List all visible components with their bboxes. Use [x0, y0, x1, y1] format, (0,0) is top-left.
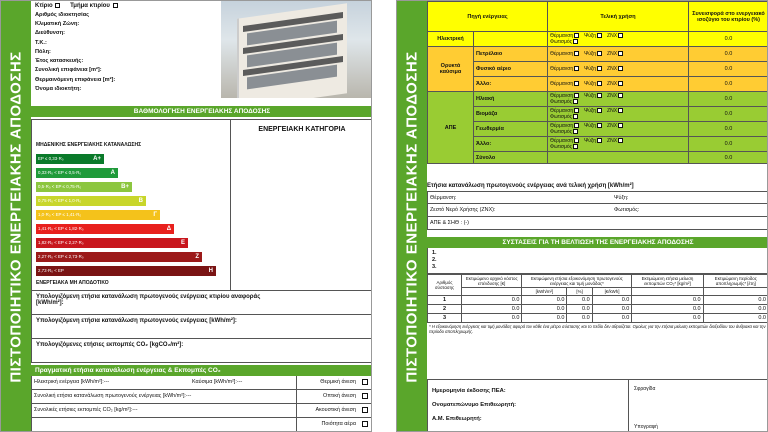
contribution-value: 0.0 — [689, 137, 768, 152]
rec-value: 0.0 — [632, 296, 703, 305]
actual-label: Συνολική ετήσια κατανάλωση πρωτογενούς ενέργειας [kWh/m²]:--- — [34, 393, 192, 399]
signature-section — [427, 379, 768, 432]
scale-bar — [36, 224, 174, 234]
use-cell — [548, 122, 689, 137]
cooling-checkbox[interactable] — [597, 108, 602, 113]
scale-range: 1,0·R₀ < EP ≤ 1,41·R₀ — [38, 212, 82, 217]
rec-value: 0.0 — [462, 296, 522, 305]
rating-bar: ΒΑΘΜΟΛΟΓΗΣΗ ΕΝΕΡΓΕΙΑΚΗΣ ΑΠΟΔΟΣΗΣ — [31, 106, 372, 117]
rec-sub-blank — [632, 288, 703, 296]
calc-label: Υπολογιζόμενη ετήσια κατανάλωση πρωτογενούς ενέργειας [kWh/m²]: — [36, 318, 237, 324]
source-sub: Άλλο: — [474, 137, 548, 152]
sign-row: Ημερομηνία έκδοσης ΠΕΑ: — [432, 388, 506, 394]
rec-value: 0.0 — [522, 305, 567, 314]
cooling-checkbox[interactable] — [597, 81, 602, 86]
info-field[interactable]: Κλιματική Ζώνη: — [35, 21, 80, 28]
building-label: Κτίριο — [35, 3, 53, 10]
source-row — [428, 152, 768, 164]
cooling-checkbox[interactable] — [597, 33, 602, 38]
source-row — [428, 32, 768, 47]
primary-a: Θέρμανση: — [430, 195, 457, 201]
use-dhw: ΖΝΧ — [607, 51, 618, 57]
contribution-value: 0.0 — [689, 62, 768, 77]
rec-sub-blank — [462, 288, 522, 296]
building-checkbox[interactable] — [55, 3, 60, 8]
use-dhw: ΖΝΧ — [607, 66, 618, 72]
scale-bar — [36, 196, 146, 206]
use-heating: Θέρμανση — [550, 51, 574, 57]
info-field[interactable]: Τ.Κ.: — [35, 39, 47, 46]
use-cooling: Ψύξη — [584, 108, 597, 114]
sign-row: Ονοματεπώνυμο Επιθεωρητή: — [432, 402, 517, 408]
rec-value: 0.0 — [703, 305, 768, 314]
scale-range: EP ≤ 0,33·R₀ — [38, 156, 64, 161]
source-sub: Άλλο: — [474, 77, 548, 92]
info-field[interactable]: Πόλη: — [35, 48, 51, 55]
use-cooling: Ψύξη — [584, 66, 597, 72]
use-cooling: Ψύξη — [584, 33, 597, 39]
front-content — [31, 1, 371, 432]
dhw-checkbox[interactable] — [618, 108, 623, 113]
primary-title: Ετήσια κατανάλωση πρωτογενούς ενέργειας ανά τελική χρήση [kWh/m²] — [427, 183, 634, 189]
contribution-value: 0.0 — [689, 152, 768, 164]
scale-class: Ε — [180, 240, 185, 246]
actual-row — [31, 376, 372, 390]
rec-row — [428, 296, 768, 305]
rec-value: 0.0 — [632, 305, 703, 314]
recommend-item: 3. — [432, 264, 437, 270]
heating-checkbox[interactable] — [574, 123, 579, 128]
use-lighting: Φωτισμός — [550, 114, 573, 120]
dhw-checkbox[interactable] — [618, 66, 623, 71]
source-group: Ορυκτά καύσιμα — [428, 47, 474, 92]
rec-row — [428, 314, 768, 323]
scale-range: 1,41·R₀ < EP ≤ 1,82·R₀ — [38, 226, 84, 231]
scale-range: 0,75·R₀ < EP ≤ 1,0·R₀ — [38, 198, 82, 203]
calc-row — [31, 339, 372, 363]
source-row — [428, 47, 768, 62]
primary-row — [427, 217, 768, 230]
comfort-checkbox[interactable] — [362, 407, 368, 413]
primary-a: Ζεστό Νερό Χρήσης (ΖΝΧ): — [430, 207, 496, 213]
scale-bar — [36, 238, 188, 248]
use-lighting: Φωτισμός — [550, 129, 573, 135]
actual-mid: Καύσιμα [kWh/m²]:--- — [192, 379, 243, 385]
rec-value: 0.0 — [703, 296, 768, 305]
recommend-table — [427, 274, 768, 323]
sidebar-band — [1, 1, 31, 432]
primary-a: ΑΠΕ & ΣΗΘ : (-) — [430, 220, 469, 226]
scale-class: B — [138, 198, 143, 204]
recommend-item: 2. — [432, 257, 437, 263]
info-field[interactable]: Συνολική επιφάνεια [m²]: — [35, 67, 102, 74]
use-heating: Θέρμανση — [550, 66, 574, 72]
sign-row: Α.Μ. Επιθεωρητή: — [432, 416, 482, 422]
use-dhw: ΖΝΧ — [607, 138, 618, 144]
use-cell — [548, 107, 689, 122]
comfort-label: Ακουστική άνεση — [315, 407, 356, 413]
heating-checkbox[interactable] — [574, 108, 579, 113]
scale-class: Γ — [153, 212, 157, 218]
rec-value: 0.0 — [592, 314, 632, 323]
dhw-checkbox[interactable] — [618, 138, 623, 143]
lighting-checkbox[interactable] — [573, 144, 578, 149]
scale-range: 1,82·R₀ < EP ≤ 2,27·R₀ — [38, 240, 84, 245]
rec-value: 0.0 — [567, 314, 592, 323]
source-row — [428, 92, 768, 107]
scale-class: B+ — [121, 184, 129, 190]
dhw-checkbox[interactable] — [618, 93, 623, 98]
lighting-checkbox[interactable] — [573, 114, 578, 119]
source-row — [428, 122, 768, 137]
use-cooling: Ψύξη — [584, 138, 597, 144]
building-photo — [221, 1, 372, 98]
comfort-label: Ποιότητα αέρα — [321, 421, 356, 427]
contribution-value: 0.0 — [689, 92, 768, 107]
scale-class: A+ — [93, 156, 101, 162]
dhw-checkbox[interactable] — [618, 51, 623, 56]
use-heating: Θέρμανση — [550, 138, 574, 144]
info-field[interactable]: Αριθμός ιδιοκτησίας — [35, 12, 90, 19]
building-type-checks — [35, 3, 215, 9]
cooling-checkbox[interactable] — [597, 123, 602, 128]
actual-row — [31, 418, 372, 432]
contribution-value: 0.0 — [689, 77, 768, 92]
actual-consumption — [31, 365, 372, 432]
info-field[interactable]: Θερμαινόμενη επιφάνεια [m²]: — [35, 76, 116, 83]
rec-value: 0.0 — [567, 305, 592, 314]
source-group: ΑΠΕ — [428, 92, 474, 164]
use-cooling: Ψύξη — [584, 51, 597, 57]
actual-label: Συνολικές ετήσιες εκπομπές CO₂ [kg/m²]:--- — [34, 407, 138, 413]
actual-label: Ηλεκτρική ενέργεια [kWh/m²]:--- — [34, 379, 110, 385]
scale-range: 0,33·R₀ < EP ≤ 0,5·R₀ — [38, 170, 82, 175]
scale-bar — [36, 210, 160, 220]
energy-class-header: ΕΝΕΡΓΕΙΑΚΗ ΚΑΤΗΓΟΡΙΑ — [258, 126, 346, 133]
primary-row — [427, 191, 768, 204]
scale-class: Η — [208, 268, 213, 274]
lighting-checkbox[interactable] — [573, 99, 578, 104]
source-sub: Βιομάζα — [474, 107, 548, 122]
contribution-value: 0.0 — [689, 47, 768, 62]
actual-bar: Πραγματική ετήσια κατανάλωση ενέργειας & Εκπομπές CO₂ — [31, 365, 372, 376]
rec-subheader: [%] — [567, 288, 592, 296]
energy-scale-box — [31, 119, 372, 291]
rec-subheader: [€/kWh] — [592, 288, 632, 296]
actual-row — [31, 404, 372, 418]
calc-row — [31, 315, 372, 339]
source-row — [428, 137, 768, 152]
source-group: Ηλεκτρική — [428, 32, 474, 47]
source-sub: Γεωθερμία — [474, 122, 548, 137]
use-heating: Θέρμανση — [550, 33, 574, 39]
rec-header: Εκτιμώμενη περίοδος αποπληρωμής* [έτη] — [703, 275, 768, 288]
info-field[interactable]: Διεύθυνση: — [35, 30, 65, 37]
use-dhw: ΖΝΧ — [607, 93, 618, 99]
contribution-header: Συνεισφορά στο ενεργειακό ισοζύγιο του κτιρίου (%) — [689, 2, 768, 32]
scale-bar — [36, 182, 132, 192]
source-row — [428, 77, 768, 92]
source-row — [428, 107, 768, 122]
dhw-checkbox[interactable] — [618, 81, 623, 86]
rec-value: 0.0 — [592, 305, 632, 314]
use-cell — [548, 77, 689, 92]
comfort-label: Θερμική άνεση — [320, 379, 356, 385]
rec-number: 2 — [428, 305, 462, 314]
heating-checkbox[interactable] — [574, 81, 579, 86]
info-field[interactable]: Έτος κατασκευής: — [35, 58, 84, 65]
heating-checkbox[interactable] — [574, 33, 579, 38]
lighting-checkbox[interactable] — [573, 129, 578, 134]
back-content — [427, 1, 767, 432]
primary-row — [427, 204, 768, 217]
comfort-checkbox[interactable] — [362, 421, 368, 427]
use-cell — [548, 92, 689, 107]
source-sub: Πετρέλαιο — [474, 47, 548, 62]
source-sub: Σύνολο — [474, 152, 548, 164]
recommend-items — [427, 248, 768, 274]
rec-value: 0.0 — [567, 296, 592, 305]
scale-bar — [36, 266, 216, 276]
use-heating: Θέρμανση — [550, 81, 574, 87]
sidebar-band-right — [397, 1, 427, 432]
cooling-checkbox[interactable] — [597, 66, 602, 71]
rec-value: 0.0 — [462, 305, 522, 314]
source-header: Πηγή ενέργειας — [428, 2, 548, 32]
comfort-checkbox[interactable] — [362, 393, 368, 399]
calculated-values — [31, 291, 372, 363]
rec-value: 0.0 — [632, 314, 703, 323]
heating-checkbox[interactable] — [574, 51, 579, 56]
actual-rows — [31, 376, 372, 432]
building-part-label: Τμήμα κτιρίου — [70, 3, 110, 10]
use-cell — [548, 62, 689, 77]
heating-checkbox[interactable] — [574, 93, 579, 98]
building-info — [35, 3, 215, 94]
rec-value: 0.0 — [592, 296, 632, 305]
sidebar-title-right: ΠΙΣΤΟΠΟΙΗΤΙΚΟ ΕΝΕΡΓΕΙΑΚΗΣ ΑΠΟΔΟΣΗΣ — [403, 51, 421, 383]
rec-header: Εκτιμώμενο αρχικό κόστος επένδυσης [€] — [462, 275, 522, 288]
rec-row — [428, 305, 768, 314]
comfort-checkbox[interactable] — [362, 379, 368, 385]
rec-header: Αριθμός σύστασης — [428, 275, 462, 296]
use-heating: Θέρμανση — [550, 93, 574, 99]
signature-label: Υπογραφή — [634, 424, 658, 430]
use-heating: Θέρμανση — [550, 108, 574, 114]
use-dhw: ΖΝΧ — [607, 123, 618, 129]
rec-value: 0.0 — [462, 314, 522, 323]
use-cell — [548, 152, 689, 164]
rec-sub-blank — [703, 288, 768, 296]
primary-rows — [427, 191, 768, 230]
scale-class: Δ — [166, 226, 171, 232]
use-cell — [548, 47, 689, 62]
recommendations-section — [427, 237, 768, 335]
use-lighting: Φωτισμός — [550, 144, 573, 150]
zero-energy-label: ΜΗΔΕΝΙΚΗΣ ΕΝΕΡΓΕΙΑΚΗΣ ΚΑΤΑΝΑΛΩΣΗΣ — [36, 142, 142, 148]
use-lighting: Φωτισμός — [550, 39, 573, 45]
primary-b: Φωτισμός: — [614, 207, 640, 213]
calc-label: Υπολογιζόμενη ετήσια κατανάλωση πρωτογενούς ενέργειας κτιρίου αναφοράς [kWh/m²]: — [36, 294, 261, 306]
sign-rows — [432, 384, 622, 426]
primary-b: Ψύξη: — [614, 195, 629, 201]
certificate-page-front — [0, 0, 372, 432]
dhw-checkbox[interactable] — [618, 123, 623, 128]
use-cooling: Ψύξη — [584, 123, 597, 129]
source-sub — [474, 32, 548, 47]
rec-number: 1 — [428, 296, 462, 305]
scale-bar — [36, 168, 118, 178]
energy-source-table — [427, 1, 768, 164]
sidebar-title: ΠΙΣΤΟΠΟΙΗΤΙΚΟ ΕΝΕΡΓΕΙΑΚΗΣ ΑΠΟΔΟΣΗΣ — [7, 51, 25, 383]
use-dhw: ΖΝΧ — [607, 108, 618, 114]
contribution-value: 0.0 — [689, 122, 768, 137]
calc-row — [31, 291, 372, 315]
heating-checkbox[interactable] — [574, 138, 579, 143]
info-field-list — [35, 11, 215, 94]
rec-header: Εκτιμώμενη ετήσια μείωση εκπομπών CO₂* [kg/m²] — [632, 275, 703, 288]
use-cell — [548, 137, 689, 152]
comfort-label: Οπτική άνεση — [323, 393, 356, 399]
scale-range: 2,27·R₀ < EP ≤ 2,73·R₀ — [38, 254, 84, 259]
scale-bar — [36, 154, 104, 164]
recommend-item: 1. — [432, 250, 437, 256]
scale-class: Ζ — [195, 254, 199, 260]
scale-range: 0,5·R₀ < EP ≤ 0,75·R₀ — [38, 184, 82, 189]
recommend-bar: ΣΥΣΤΑΣΕΙΣ ΓΙΑ ΤΗ ΒΕΛΤΙΩΣΗ ΤΗΣ ΕΝΕΡΓΕΙΑΚΗΣ ΑΠΟΔΟΣΗΣ — [427, 237, 768, 248]
contribution-value: 0.0 — [689, 32, 768, 47]
info-field[interactable]: Όνομα ιδιοκτήτη: — [35, 85, 82, 92]
heating-checkbox[interactable] — [574, 66, 579, 71]
scale-range: 2,73·R₀ < EP — [38, 268, 64, 273]
rec-value: 0.0 — [522, 296, 567, 305]
scale-bar — [36, 252, 202, 262]
use-heating: Θέρμανση — [550, 123, 574, 129]
use-dhw: ΖΝΧ — [607, 81, 618, 87]
contribution-value: 0.0 — [689, 107, 768, 122]
source-sub: Ηλιακή — [474, 92, 548, 107]
source-row — [428, 62, 768, 77]
lighting-checkbox[interactable] — [573, 39, 578, 44]
use-lighting: Φωτισμός — [550, 99, 573, 105]
use-cell — [548, 32, 689, 47]
not-efficient-label: ΕΝΕΡΓΕΙΑΚΑ ΜΗ ΑΠΟΔΟΤΙΚΟ — [36, 280, 109, 286]
actual-row — [31, 390, 372, 404]
use-dhw: ΖΝΧ — [607, 33, 618, 39]
calc-label: Υπολογιζόμενες ετήσιες εκπομπές CO₂ [kgCO₂/m²]: — [36, 342, 184, 348]
rec-number: 3 — [428, 314, 462, 323]
footnote: * Η εξοικονόμηση ενέργειας και τιμή μονάδας αφορά τον κάθε ένα μέτρο σύστασης και το πεδίο δεν αθροίζεται. Ομοίως για την ετήσια μείωση εκπομπών διοξειδίου του άνθρακα και την περίοδο αποπληρωμής. — [429, 324, 766, 334]
use-cooling: Ψύξη — [584, 81, 597, 87]
cooling-checkbox[interactable] — [597, 51, 602, 56]
certificate-page-back — [396, 0, 768, 432]
rec-value: 0.0 — [522, 314, 567, 323]
rec-subheader: [kWh/m²] — [522, 288, 567, 296]
dhw-checkbox[interactable] — [618, 33, 623, 38]
use-cooling: Ψύξη — [584, 93, 597, 99]
cooling-checkbox[interactable] — [597, 93, 602, 98]
scale-class: A — [110, 170, 115, 176]
rec-value: 0.0 — [703, 314, 768, 323]
rec-header: Εκτιμώμενη ετήσια εξοικονόμηση πρωτογενούς ενέργειας και τιμή μονάδας* — [522, 275, 632, 288]
stamp-label: Σφραγίδα — [634, 386, 656, 392]
source-sub: Φυσικό αέριο — [474, 62, 548, 77]
use-header: Τελική χρήση — [548, 2, 689, 32]
building-part-checkbox[interactable] — [113, 3, 118, 8]
primary-energy-section — [427, 181, 768, 230]
cooling-checkbox[interactable] — [597, 138, 602, 143]
